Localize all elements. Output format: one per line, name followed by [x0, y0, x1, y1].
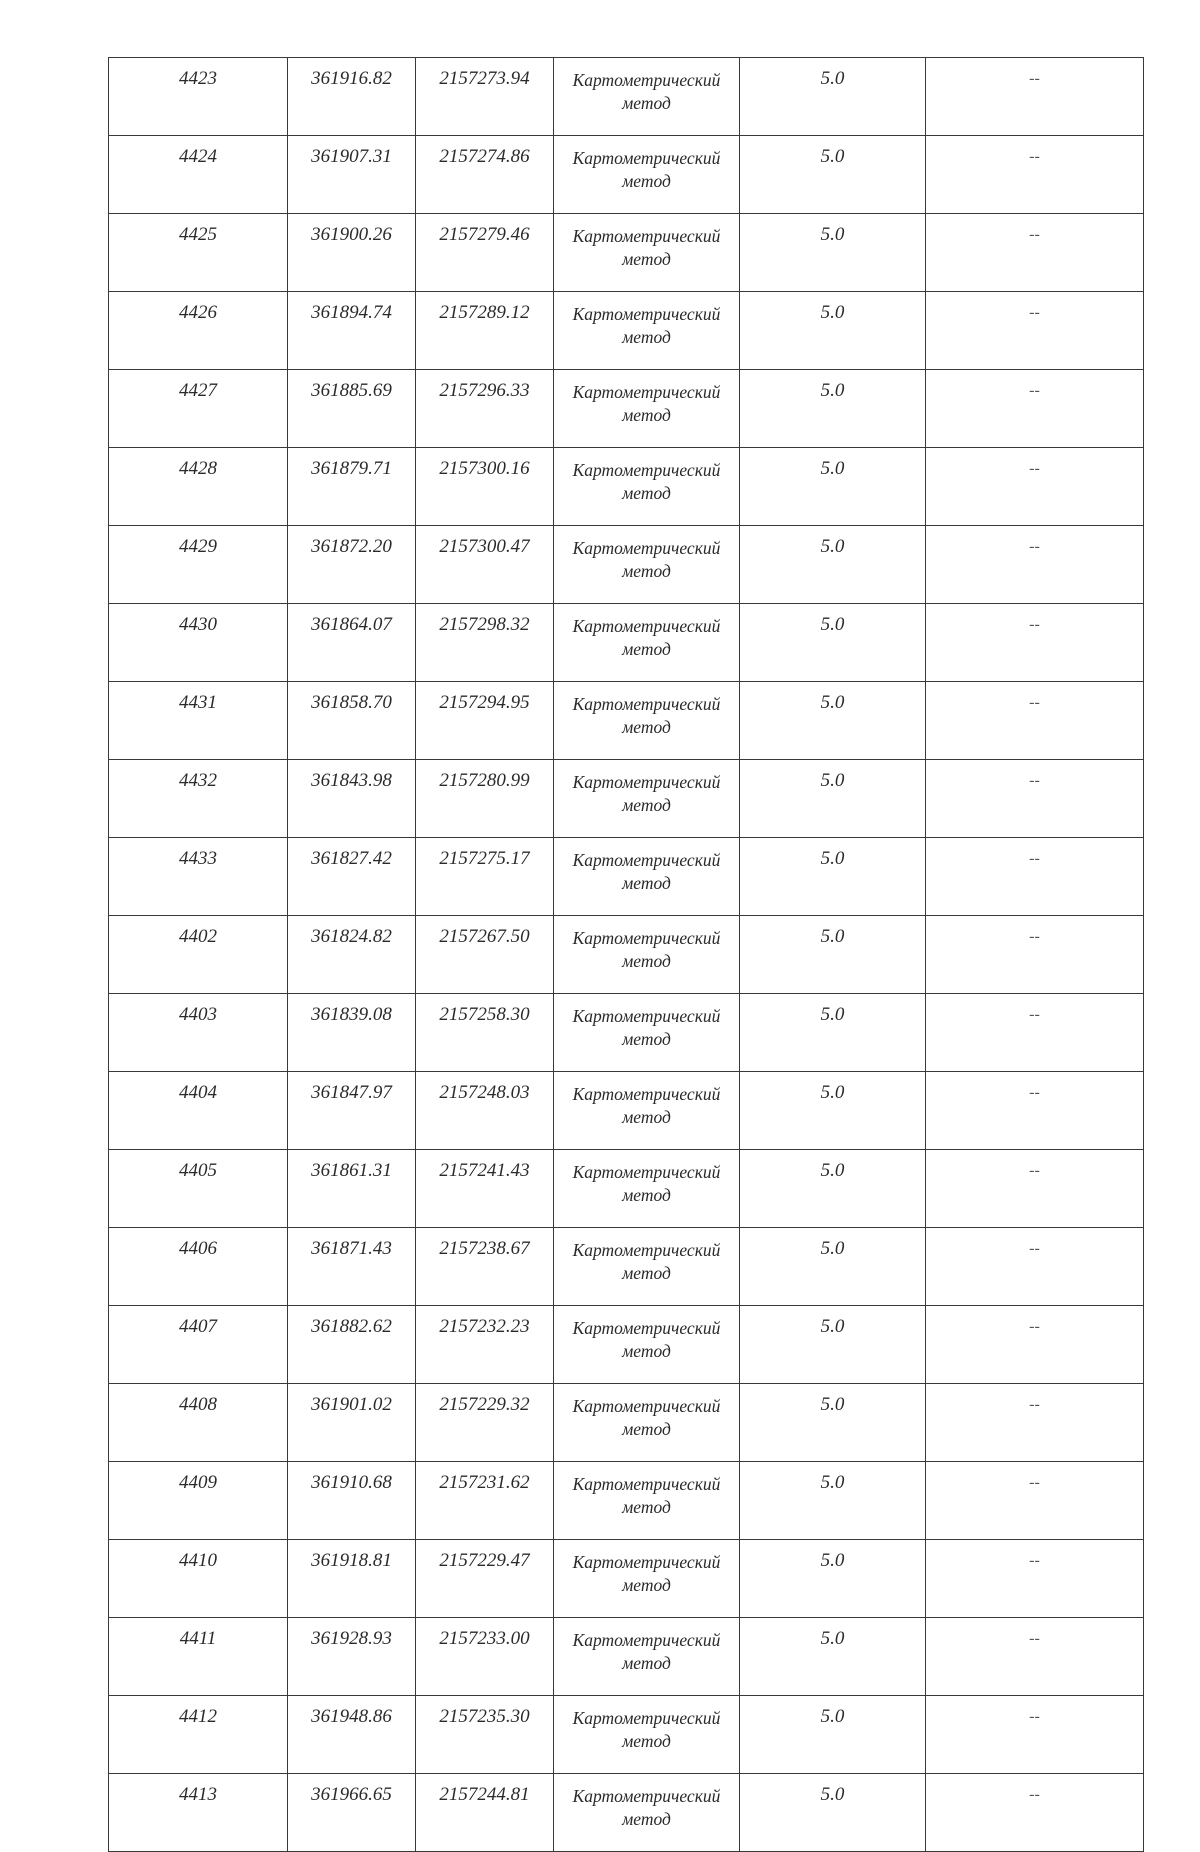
method-name-line: Картометрический	[572, 1006, 721, 1026]
method-name-line: Картометрический	[572, 1396, 721, 1416]
accuracy-cell: 5.0	[740, 1774, 926, 1852]
accuracy-cell: 5.0	[740, 1540, 926, 1618]
method-name-line: Картометрический	[572, 1474, 721, 1494]
point-number-cell: 4425	[109, 214, 288, 292]
method-name-line: метод	[622, 1107, 671, 1127]
method-name-line: Картометрический	[572, 616, 721, 636]
y-coordinate-cell: 2157238.67	[416, 1228, 554, 1306]
note-cell: --	[926, 916, 1144, 994]
x-coordinate-cell: 361879.71	[288, 448, 416, 526]
method-cell	[554, 1150, 740, 1228]
y-coordinate-cell: 2157300.47	[416, 526, 554, 604]
y-coordinate-cell: 2157258.30	[416, 994, 554, 1072]
method-name-line: метод	[622, 171, 671, 191]
note-cell: --	[926, 1618, 1144, 1696]
accuracy-cell: 5.0	[740, 1462, 926, 1540]
note-cell: --	[926, 682, 1144, 760]
table-row	[109, 526, 1144, 604]
method-name-line: Картометрический	[572, 1240, 721, 1260]
method-cell	[554, 448, 740, 526]
point-number-cell: 4413	[109, 1774, 288, 1852]
method-cell	[554, 214, 740, 292]
method-name-line: метод	[622, 639, 671, 659]
note-cell: --	[926, 1306, 1144, 1384]
accuracy-cell: 5.0	[740, 526, 926, 604]
accuracy-cell: 5.0	[740, 1072, 926, 1150]
note-cell: --	[926, 838, 1144, 916]
x-coordinate-cell: 361916.82	[288, 58, 416, 136]
method-name-line: Картометрический	[572, 382, 721, 402]
method-name-line: метод	[622, 327, 671, 347]
method-name-line: метод	[622, 717, 671, 737]
table-row	[109, 1618, 1144, 1696]
accuracy-cell: 5.0	[740, 1306, 926, 1384]
point-number-cell: 4426	[109, 292, 288, 370]
accuracy-cell: 5.0	[740, 292, 926, 370]
table-row	[109, 1228, 1144, 1306]
method-name-line: Картометрический	[572, 850, 721, 870]
accuracy-cell: 5.0	[740, 682, 926, 760]
table-row	[109, 58, 1144, 136]
table-row	[109, 370, 1144, 448]
x-coordinate-cell: 361928.93	[288, 1618, 416, 1696]
x-coordinate-cell: 361885.69	[288, 370, 416, 448]
note-cell: --	[926, 214, 1144, 292]
method-cell	[554, 1072, 740, 1150]
table-row	[109, 994, 1144, 1072]
accuracy-cell: 5.0	[740, 1618, 926, 1696]
y-coordinate-cell: 2157300.16	[416, 448, 554, 526]
method-cell	[554, 1384, 740, 1462]
method-cell	[554, 58, 740, 136]
method-name-line: метод	[622, 93, 671, 113]
table-row	[109, 136, 1144, 214]
method-cell	[554, 1306, 740, 1384]
note-cell: --	[926, 760, 1144, 838]
x-coordinate-cell: 361948.86	[288, 1696, 416, 1774]
note-cell: --	[926, 136, 1144, 214]
method-cell	[554, 370, 740, 448]
method-name-line: Картометрический	[572, 70, 721, 90]
y-coordinate-cell: 2157232.23	[416, 1306, 554, 1384]
method-name-line: Картометрический	[572, 1552, 721, 1572]
accuracy-cell: 5.0	[740, 370, 926, 448]
x-coordinate-cell: 361900.26	[288, 214, 416, 292]
table-row	[109, 1540, 1144, 1618]
method-name-line: Картометрический	[572, 1318, 721, 1338]
table-row	[109, 1774, 1144, 1852]
y-coordinate-cell: 2157275.17	[416, 838, 554, 916]
accuracy-cell: 5.0	[740, 448, 926, 526]
point-number-cell: 4428	[109, 448, 288, 526]
point-number-cell: 4409	[109, 1462, 288, 1540]
y-coordinate-cell: 2157241.43	[416, 1150, 554, 1228]
point-number-cell: 4433	[109, 838, 288, 916]
method-name-line: метод	[622, 1809, 671, 1829]
x-coordinate-cell: 361843.98	[288, 760, 416, 838]
y-coordinate-cell: 2157298.32	[416, 604, 554, 682]
method-name-line: Картометрический	[572, 538, 721, 558]
accuracy-cell: 5.0	[740, 214, 926, 292]
note-cell: --	[926, 526, 1144, 604]
y-coordinate-cell: 2157233.00	[416, 1618, 554, 1696]
point-number-cell: 4405	[109, 1150, 288, 1228]
point-number-cell: 4403	[109, 994, 288, 1072]
note-cell: --	[926, 292, 1144, 370]
method-cell	[554, 760, 740, 838]
point-number-cell: 4407	[109, 1306, 288, 1384]
point-number-cell: 4412	[109, 1696, 288, 1774]
method-name-line: метод	[622, 249, 671, 269]
method-name-line: Картометрический	[572, 694, 721, 714]
y-coordinate-cell: 2157229.47	[416, 1540, 554, 1618]
table-row	[109, 1462, 1144, 1540]
y-coordinate-cell: 2157229.32	[416, 1384, 554, 1462]
method-name-line: метод	[622, 1575, 671, 1595]
point-number-cell: 4404	[109, 1072, 288, 1150]
y-coordinate-cell: 2157294.95	[416, 682, 554, 760]
method-name-line: метод	[622, 1731, 671, 1751]
accuracy-cell: 5.0	[740, 916, 926, 994]
method-name-line: Картометрический	[572, 226, 721, 246]
method-cell	[554, 838, 740, 916]
method-name-line: метод	[622, 873, 671, 893]
x-coordinate-cell: 361847.97	[288, 1072, 416, 1150]
method-cell	[554, 526, 740, 604]
accuracy-cell: 5.0	[740, 994, 926, 1072]
table-row	[109, 1150, 1144, 1228]
accuracy-cell: 5.0	[740, 1696, 926, 1774]
method-name-line: метод	[622, 795, 671, 815]
method-cell	[554, 916, 740, 994]
method-name-line: Картометрический	[572, 772, 721, 792]
note-cell: --	[926, 370, 1144, 448]
table-row	[109, 682, 1144, 760]
accuracy-cell: 5.0	[740, 760, 926, 838]
point-number-cell: 4406	[109, 1228, 288, 1306]
method-name-line: Картометрический	[572, 460, 721, 480]
point-number-cell: 4408	[109, 1384, 288, 1462]
method-cell	[554, 1774, 740, 1852]
method-name-line: метод	[622, 1185, 671, 1205]
note-cell: --	[926, 1384, 1144, 1462]
note-cell: --	[926, 1072, 1144, 1150]
x-coordinate-cell: 361864.07	[288, 604, 416, 682]
y-coordinate-cell: 2157231.62	[416, 1462, 554, 1540]
method-name-line: метод	[622, 483, 671, 503]
table-row	[109, 1306, 1144, 1384]
y-coordinate-cell: 2157248.03	[416, 1072, 554, 1150]
table-row	[109, 292, 1144, 370]
x-coordinate-cell: 361901.02	[288, 1384, 416, 1462]
table-row	[109, 1072, 1144, 1150]
method-name-line: Картометрический	[572, 1630, 721, 1650]
note-cell: --	[926, 994, 1144, 1072]
y-coordinate-cell: 2157274.86	[416, 136, 554, 214]
accuracy-cell: 5.0	[740, 1228, 926, 1306]
method-name-line: метод	[622, 405, 671, 425]
method-cell	[554, 1540, 740, 1618]
coordinates-table	[108, 57, 1144, 1852]
point-number-cell: 4411	[109, 1618, 288, 1696]
method-cell	[554, 1228, 740, 1306]
y-coordinate-cell: 2157289.12	[416, 292, 554, 370]
table-row	[109, 1384, 1144, 1462]
y-coordinate-cell: 2157244.81	[416, 1774, 554, 1852]
note-cell: --	[926, 1696, 1144, 1774]
x-coordinate-cell: 361907.31	[288, 136, 416, 214]
method-name-line: метод	[622, 1029, 671, 1049]
point-number-cell: 4410	[109, 1540, 288, 1618]
accuracy-cell: 5.0	[740, 1384, 926, 1462]
y-coordinate-cell: 2157235.30	[416, 1696, 554, 1774]
method-cell	[554, 604, 740, 682]
accuracy-cell: 5.0	[740, 1150, 926, 1228]
point-number-cell: 4430	[109, 604, 288, 682]
x-coordinate-cell: 361839.08	[288, 994, 416, 1072]
point-number-cell: 4431	[109, 682, 288, 760]
x-coordinate-cell: 361861.31	[288, 1150, 416, 1228]
point-number-cell: 4424	[109, 136, 288, 214]
method-name-line: метод	[622, 1497, 671, 1517]
method-name-line: Картометрический	[572, 1708, 721, 1728]
note-cell: --	[926, 1540, 1144, 1618]
x-coordinate-cell: 361871.43	[288, 1228, 416, 1306]
table-row	[109, 214, 1144, 292]
note-cell: --	[926, 448, 1144, 526]
method-cell	[554, 1462, 740, 1540]
x-coordinate-cell: 361882.62	[288, 1306, 416, 1384]
method-name-line: Картометрический	[572, 928, 721, 948]
method-cell	[554, 292, 740, 370]
method-name-line: Картометрический	[572, 1786, 721, 1806]
method-name-line: метод	[622, 1263, 671, 1283]
table-row	[109, 916, 1144, 994]
x-coordinate-cell: 361966.65	[288, 1774, 416, 1852]
method-cell	[554, 994, 740, 1072]
method-cell	[554, 1618, 740, 1696]
y-coordinate-cell: 2157273.94	[416, 58, 554, 136]
table-row	[109, 1696, 1144, 1774]
x-coordinate-cell: 361872.20	[288, 526, 416, 604]
table-row	[109, 448, 1144, 526]
method-cell	[554, 136, 740, 214]
method-cell	[554, 1696, 740, 1774]
method-cell	[554, 682, 740, 760]
accuracy-cell: 5.0	[740, 136, 926, 214]
method-name-line: метод	[622, 1653, 671, 1673]
method-name-line: метод	[622, 561, 671, 581]
x-coordinate-cell: 361918.81	[288, 1540, 416, 1618]
method-name-line: Картометрический	[572, 148, 721, 168]
y-coordinate-cell: 2157279.46	[416, 214, 554, 292]
x-coordinate-cell: 361894.74	[288, 292, 416, 370]
method-name-line: Картометрический	[572, 304, 721, 324]
x-coordinate-cell: 361827.42	[288, 838, 416, 916]
note-cell: --	[926, 1774, 1144, 1852]
table-row	[109, 838, 1144, 916]
method-name-line: метод	[622, 951, 671, 971]
accuracy-cell: 5.0	[740, 838, 926, 916]
method-name-line: Картометрический	[572, 1162, 721, 1182]
point-number-cell: 4427	[109, 370, 288, 448]
note-cell: --	[926, 1150, 1144, 1228]
x-coordinate-cell: 361824.82	[288, 916, 416, 994]
note-cell: --	[926, 1228, 1144, 1306]
accuracy-cell: 5.0	[740, 58, 926, 136]
coordinates-table-body	[109, 58, 1144, 1852]
point-number-cell: 4429	[109, 526, 288, 604]
note-cell: --	[926, 604, 1144, 682]
note-cell: --	[926, 58, 1144, 136]
method-name-line: метод	[622, 1341, 671, 1361]
table-row	[109, 760, 1144, 838]
method-name-line: метод	[622, 1419, 671, 1439]
point-number-cell: 4402	[109, 916, 288, 994]
note-cell: --	[926, 1462, 1144, 1540]
y-coordinate-cell: 2157280.99	[416, 760, 554, 838]
point-number-cell: 4432	[109, 760, 288, 838]
y-coordinate-cell: 2157296.33	[416, 370, 554, 448]
x-coordinate-cell: 361910.68	[288, 1462, 416, 1540]
y-coordinate-cell: 2157267.50	[416, 916, 554, 994]
method-name-line: Картометрический	[572, 1084, 721, 1104]
table-row	[109, 604, 1144, 682]
point-number-cell: 4423	[109, 58, 288, 136]
accuracy-cell: 5.0	[740, 604, 926, 682]
x-coordinate-cell: 361858.70	[288, 682, 416, 760]
